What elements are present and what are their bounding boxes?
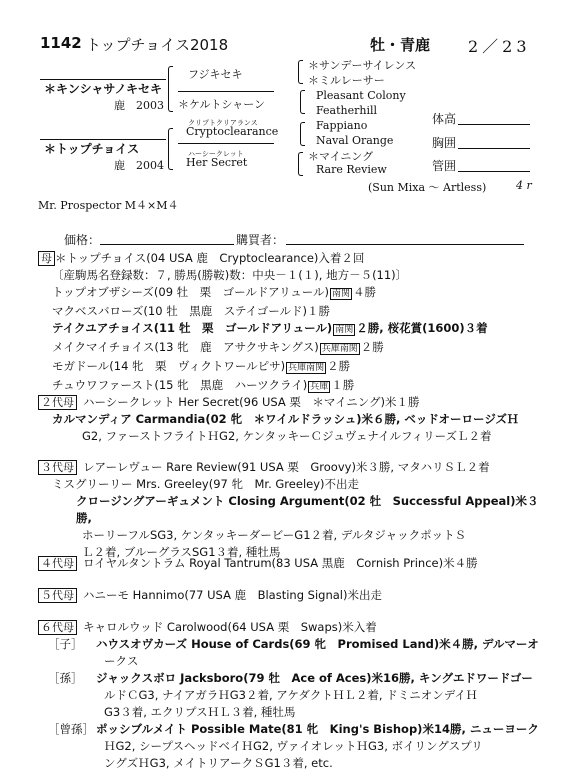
sire-color-year: 鹿 2003 bbox=[114, 99, 164, 112]
foal-list bbox=[38, 284, 540, 396]
ddd-parents: (Sun Mixa ～ Artless) bbox=[368, 181, 487, 194]
ssd: ＊ミルレーサー bbox=[308, 74, 385, 87]
foal-result: ２勝 bbox=[360, 340, 384, 354]
dam-summary: 〔産駒馬名登録数：７, 勝馬(勝鞍)数：中央－１(１), 地方－５(11)〕 bbox=[52, 268, 408, 282]
dam-sire: Cryptoclearance bbox=[186, 125, 279, 138]
foal-row bbox=[38, 339, 540, 358]
dds: ＊マイニング bbox=[308, 150, 374, 163]
descendant-entry bbox=[38, 636, 540, 670]
dam-label: 母 bbox=[38, 251, 55, 266]
racing-area-badge: 兵庫 bbox=[310, 382, 329, 392]
gen3-section bbox=[38, 459, 540, 561]
gen3-title: レアーレヴュー Rare Review(91 USA 栗 Groovy)米３勝, マタハリＳＬ２着 bbox=[83, 460, 490, 474]
catalog-date: 2／23 bbox=[468, 37, 531, 56]
descendant-line: ジャックスボロ Jacksboro(79 牡 Ace of Aces)米16勝, キングエドワードゴー bbox=[96, 671, 533, 685]
gen3-label: ３代母 bbox=[38, 460, 77, 475]
gen4-section bbox=[38, 555, 540, 572]
ddd-gen: 4 r bbox=[516, 179, 532, 192]
foal-text: メイクマイチョイス(13 牝 鹿 アサクサキングス) bbox=[52, 340, 319, 354]
dss: Fappiano bbox=[316, 119, 368, 132]
foal-text: マクベスバローズ(10 牡 黒鹿 ステイゴールド)１勝 bbox=[52, 304, 330, 318]
sds: Pleasant Colony bbox=[316, 89, 406, 102]
relation-label: ［曾孫］ bbox=[48, 722, 94, 736]
descendant-line: G3３着, エクリプスＨＬ３着, 種牡馬 bbox=[104, 705, 296, 719]
sdd: Featherhill bbox=[316, 104, 378, 117]
gen5-section bbox=[38, 587, 540, 604]
gen5-title: ハニーモ Hannimo(77 USA 鹿 Blasting Signal)米出走 bbox=[83, 588, 382, 602]
racing-area-badge: 兵庫南関 bbox=[288, 363, 325, 373]
foal-row bbox=[38, 303, 540, 320]
sex-color: 牡・青鹿 bbox=[370, 36, 431, 54]
foal-result: ２勝 bbox=[327, 359, 351, 373]
lot-number: 1142 bbox=[40, 34, 82, 52]
relation-label: ［孫］ bbox=[48, 671, 83, 685]
ss-brace bbox=[298, 60, 303, 84]
dam-color-year: 鹿 2004 bbox=[114, 159, 164, 172]
gen2-line-1: カルマンディア Carmandia(02 牝 ＊ワイルドラッシュ)米６勝, ベッドオーロージズＨ bbox=[52, 412, 519, 426]
dsd: Naval Orange bbox=[316, 134, 394, 147]
gen4-label: ４代母 bbox=[38, 556, 77, 571]
sire-brace bbox=[168, 66, 173, 112]
gen5-label: ５代母 bbox=[38, 588, 77, 603]
descendant-line: ングズＨG3, メイトリアークＳG1３着, etc. bbox=[104, 756, 333, 770]
foal-result: ２勝, 桜花賞(1600)３着 bbox=[356, 321, 488, 335]
price-label: 価格： bbox=[64, 233, 101, 247]
dam-brace bbox=[168, 128, 173, 170]
relation-label: ［子］ bbox=[48, 637, 83, 651]
gen6-title: キャロルウッド Carolwood(64 USA 栗 Swaps)米入着 bbox=[83, 620, 377, 634]
cannon-label: 管囲 bbox=[432, 159, 457, 173]
gen2-title: ハーシークレット Her Secret(96 USA 栗 ＊マイニング)米１勝 bbox=[83, 395, 420, 409]
racing-area-badge: 兵庫南関 bbox=[321, 344, 358, 354]
foal-row bbox=[38, 320, 540, 339]
foal-text: チュウワファースト(15 牝 黒鹿 ハーツクライ) bbox=[52, 378, 308, 392]
dam-title: ＊トップチョイス(04 USA 鹿 Cryptoclearance)入着２回 bbox=[55, 251, 365, 265]
foal-result: ４勝 bbox=[353, 285, 377, 299]
foal-row bbox=[38, 284, 540, 303]
height-field bbox=[458, 124, 530, 125]
foal-text: モガドール(14 牝 栗 ヴィクトワールピサ) bbox=[52, 359, 286, 373]
gen2-line-2: G2, ファーストフライトＨG2, ケンタッキーＣジュヴェナイルフィリーズＬ２着 bbox=[82, 429, 492, 443]
sire-rule bbox=[40, 79, 166, 80]
dam-rule bbox=[40, 139, 166, 140]
gen6-label: ６代母 bbox=[38, 620, 77, 635]
foal-text: テイクユアチョイス(11 牡 栗 ゴールドアリュール) bbox=[52, 321, 333, 335]
ds-brace bbox=[300, 122, 305, 146]
buyer-field bbox=[286, 244, 524, 245]
sire-dam: ＊ケルトシャーン bbox=[178, 98, 266, 111]
ddd: Rare Review bbox=[316, 163, 387, 176]
price-field bbox=[100, 244, 234, 245]
foal-row bbox=[38, 358, 540, 377]
descendant-line: ークス bbox=[104, 654, 139, 668]
gen3-line-4: Ｌ２着, ブルーグラスSG1３着, 種牡馬 bbox=[82, 545, 281, 559]
gen3-line-2: クロージングアーギュメント Closing Argument(02 牡 Successful Appeal)米３勝, bbox=[76, 494, 539, 525]
buyer-label: 購買者： bbox=[236, 233, 285, 247]
descendant-line: ポッシブルメイト Possible Mate(81 牝 King's Bishop)米14勝, ニューヨーク bbox=[96, 722, 539, 736]
gen3-line-1: ミスグリーリー Mrs. Greeley(97 牝 Mr. Greeley)不出走 bbox=[52, 477, 360, 491]
descendant-line: ハウスオヴカーズ House of Cards(69 牝 Promised Land)米４勝, デルマーオ bbox=[96, 637, 539, 651]
girth-label: 胸囲 bbox=[432, 136, 457, 150]
sire-name: ＊キンシャサノキセキ bbox=[44, 82, 163, 96]
descendant-line: ルドＣG3, ナイアガラＨG3２着, アケダクトＨＬ２着, ドミニオンデイＨ bbox=[104, 688, 478, 702]
sd-brace bbox=[300, 90, 305, 114]
descendant-entry bbox=[38, 670, 540, 721]
descendant-line: ＨG2, シープスヘッドベイＨG2, ヴァイオレットＨG3, ボイリングスプリ bbox=[104, 739, 483, 753]
dam-sire-kana: クリプトクリアランス bbox=[188, 119, 258, 127]
sire-sire: フジキセキ bbox=[188, 68, 243, 81]
racing-area-badge: 南関 bbox=[332, 289, 351, 299]
horse-name: トップチョイス2018 bbox=[86, 36, 229, 54]
dam-sub-rule bbox=[178, 143, 274, 144]
foal-result: １勝 bbox=[331, 378, 355, 392]
racing-area-badge: 南関 bbox=[335, 325, 354, 335]
gen2-label: ２代母 bbox=[38, 395, 77, 410]
gen3-line-3: ホーリーフルSG3, ケンタッキーダービーG1２着, デルタジャックポットＳ bbox=[82, 528, 467, 542]
dam-name: ＊トップチョイス bbox=[44, 142, 140, 156]
gen2-section bbox=[38, 394, 540, 445]
sire-sub-rule bbox=[178, 91, 274, 92]
height-label: 体高 bbox=[432, 112, 457, 126]
gen6-entries bbox=[38, 636, 540, 772]
cannon-field bbox=[458, 171, 530, 172]
dd-brace bbox=[298, 152, 303, 176]
descendant-entry bbox=[38, 721, 540, 772]
dam-dam: Her Secret bbox=[186, 156, 248, 169]
inbreeding: Mr. Prospector M４×M４ bbox=[38, 199, 179, 212]
dam-section bbox=[38, 250, 540, 396]
gen4-title: ロイヤルタントラム Royal Tantrum(83 USA 黒鹿 Cornish Prince)米４勝 bbox=[83, 556, 478, 570]
sss: ＊サンデーサイレンス bbox=[308, 59, 417, 72]
girth-field bbox=[458, 148, 530, 149]
gen6-section bbox=[38, 619, 540, 772]
foal-text: トップオブザシーズ(09 牡 栗 ゴールドアリュール) bbox=[52, 285, 330, 299]
dam-dam-kana: ハーシークレット bbox=[188, 150, 244, 158]
